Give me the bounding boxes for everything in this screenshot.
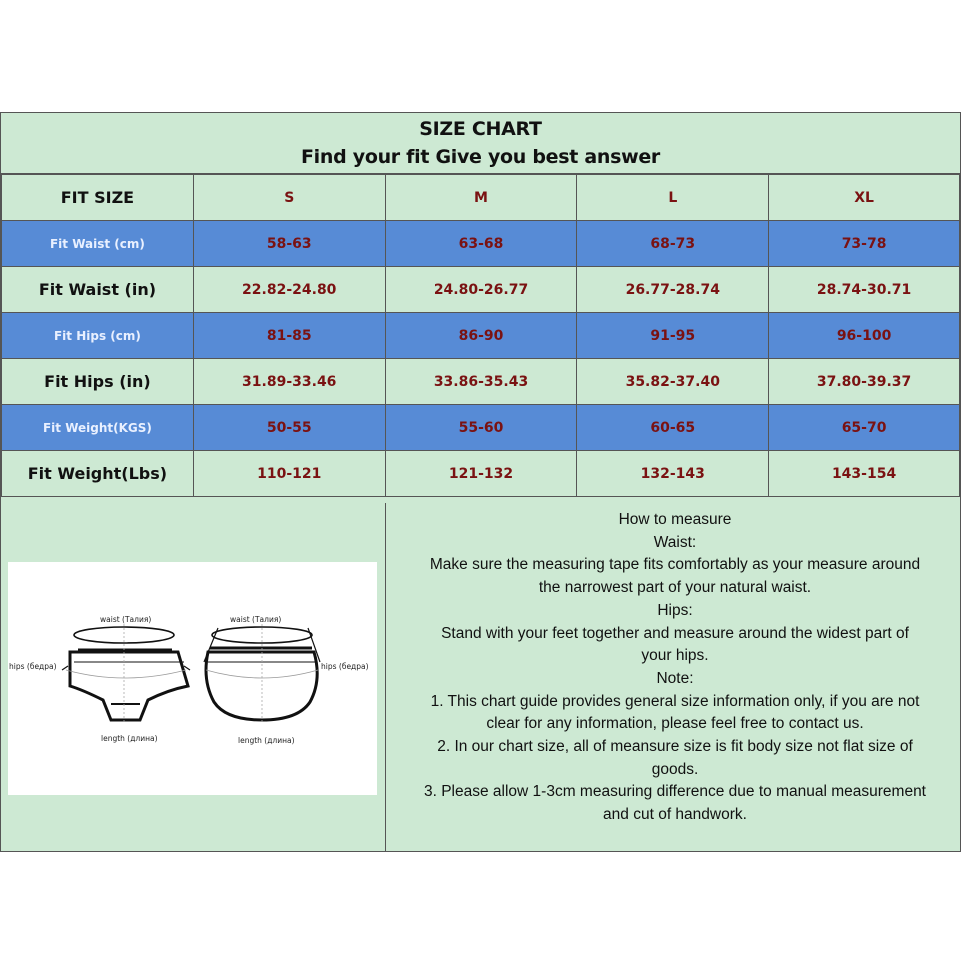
table-cell: 96-100 <box>769 313 960 359</box>
table-cell: 73-78 <box>769 221 960 267</box>
table-cell: 143-154 <box>769 451 960 497</box>
row-label: Fit Waist (cm) <box>2 221 194 267</box>
table-cell: 60-65 <box>577 405 769 451</box>
chart-title-block <box>1 113 960 174</box>
table-cell: 37.80-39.37 <box>769 359 960 405</box>
table-row <box>2 313 960 359</box>
measurement-illustration <box>8 562 377 795</box>
header-label: FIT SIZE <box>2 175 194 221</box>
table-cell: 86-90 <box>385 313 577 359</box>
row-label: Fit Hips (cm) <box>2 313 194 359</box>
size-chart-sheet <box>0 112 961 852</box>
chart-title: SIZE CHART <box>419 118 542 140</box>
table-cell: 28.74-30.71 <box>769 267 960 313</box>
instruction-line: clear for any information, please feel free to contact us. <box>486 715 864 733</box>
instruction-line: and cut of handwork. <box>603 806 747 824</box>
table-row <box>2 405 960 451</box>
table-row <box>2 451 960 497</box>
table-cell: 110-121 <box>193 451 385 497</box>
briefs-diagram-graphic <box>8 562 377 795</box>
instruction-line: How to measure <box>618 511 732 528</box>
waist-label-right: waist (Талия) <box>230 615 282 624</box>
table-cell: 55-60 <box>385 405 577 451</box>
length-label-right: length (длина) <box>238 736 295 745</box>
size-header: S <box>193 175 385 221</box>
table-cell: 35.82-37.40 <box>577 359 769 405</box>
table-cell: 68-73 <box>577 221 769 267</box>
hips-label-left: hips (бедра) <box>9 662 57 671</box>
instruction-line: your hips. <box>641 647 709 665</box>
row-label: Fit Waist (in) <box>2 267 194 313</box>
size-header: M <box>385 175 577 221</box>
table-cell: 26.77-28.74 <box>577 267 769 313</box>
table-header-row <box>2 175 960 221</box>
row-label: Fit Weight(Lbs) <box>2 451 194 497</box>
row-label: Fit Hips (in) <box>2 359 194 405</box>
table-cell: 81-85 <box>193 313 385 359</box>
table-cell: 33.86-35.43 <box>385 359 577 405</box>
table-cell: 31.89-33.46 <box>193 359 385 405</box>
table-row <box>2 267 960 313</box>
table-cell: 63-68 <box>385 221 577 267</box>
size-header: XL <box>769 175 960 221</box>
size-header: L <box>577 175 769 221</box>
brief-left-drawing <box>62 624 190 724</box>
chart-subtitle: Find your fit Give you best answer <box>301 146 660 168</box>
instruction-line: goods. <box>651 760 699 778</box>
instruction-line: 1. This chart guide provides general size information only, if you are not <box>430 692 920 710</box>
illustration-panel <box>1 503 385 851</box>
table-cell: 22.82-24.80 <box>193 267 385 313</box>
instruction-line: 3. Please allow 1-3cm measuring difference due to manual measurement <box>423 783 926 801</box>
table-row <box>2 359 960 405</box>
table-cell: 65-70 <box>769 405 960 451</box>
length-label-left: length (длина) <box>101 734 158 743</box>
instruction-line: Stand with your feet together and measure around the widest part of <box>441 624 909 642</box>
table-cell: 24.80-26.77 <box>385 267 577 313</box>
instruction-line: Waist: <box>653 533 697 551</box>
table-cell: 121-132 <box>385 451 577 497</box>
table-cell: 58-63 <box>193 221 385 267</box>
instructions-panel <box>385 503 960 851</box>
instruction-line: Note: <box>656 669 694 687</box>
measurement-instructions <box>392 509 958 827</box>
table-cell: 132-143 <box>577 451 769 497</box>
table-row <box>2 221 960 267</box>
instruction-line: the narrowest part of your natural waist. <box>538 579 812 597</box>
table-cell: 91-95 <box>577 313 769 359</box>
hips-label-right: hips (бедра) <box>321 662 369 671</box>
size-table <box>1 174 960 497</box>
instruction-line: Hips: <box>657 601 693 619</box>
brief-right-drawing <box>204 624 320 724</box>
instruction-line: Make sure the measuring tape fits comfortably as your measure around <box>429 556 921 574</box>
table-cell: 50-55 <box>193 405 385 451</box>
waist-label-left: waist (Талия) <box>100 615 152 624</box>
row-label: Fit Weight(KGS) <box>2 405 194 451</box>
instruction-line: 2. In our chart size, all of meansure size is fit body size not flat size of <box>437 738 913 756</box>
